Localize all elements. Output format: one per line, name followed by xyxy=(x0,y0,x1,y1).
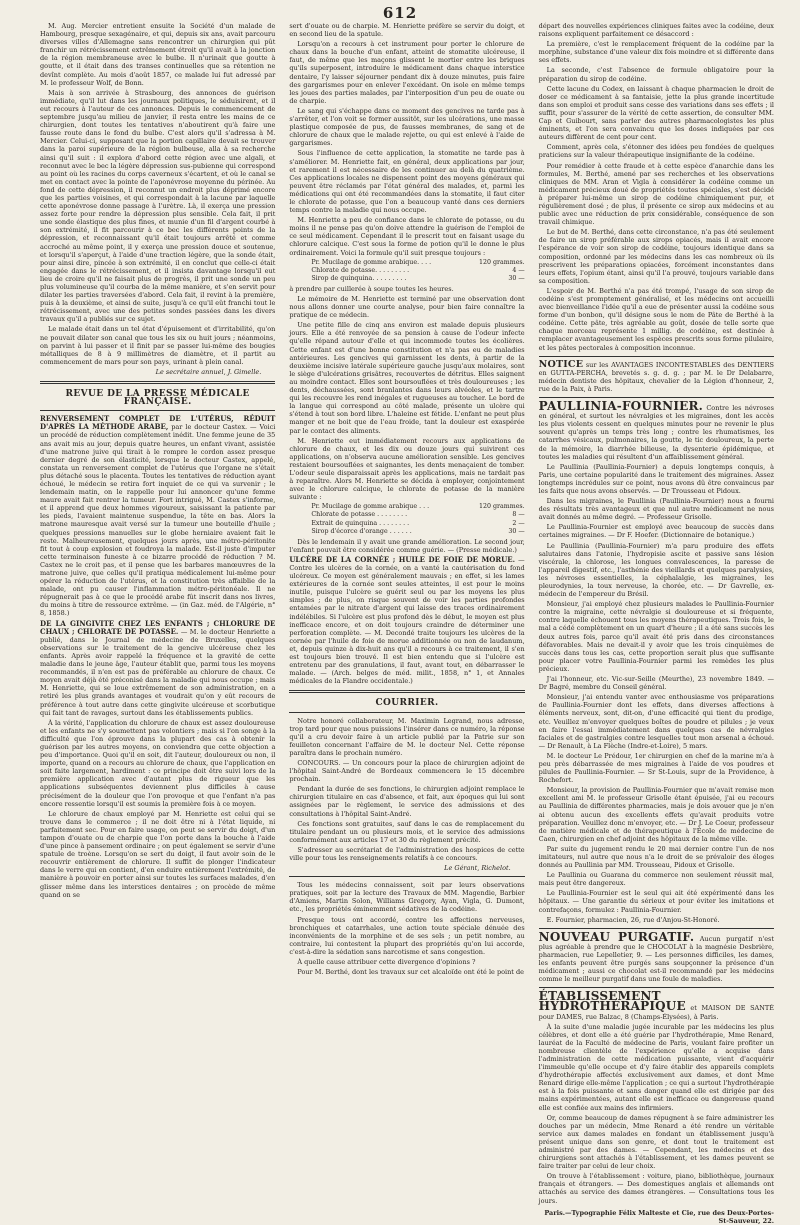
purgatif-advert: NOUVEAU PURGATIF. Aucun purgatif n'est plus agréable à prendre que le CHOCOLAT à la magnésie Desbrière, pharmacien, rue Lepelletier, 9. — Les personnes difficiles, les dames, les enfants peuvent être purgés sans soupçonner la présence d'un médicament ; aussi ce chocolat est-il recommandé par les médecins comme le meilleur purgatif dans une foule de maladies. xyxy=(538,929,774,984)
recipe-formula xyxy=(311,503,524,535)
advert-paragraph: À quelle cause attribuer cette divergence d'opinions ? xyxy=(297,958,476,967)
imprint: Paris.—Typographie Félix Malteste et Cie, rue des Deux-Portes-St-Sauveur, 22. xyxy=(544,1208,774,1225)
article-paragraph: sert d'ouate ou de charpie. M. Henriette préfère se servir du doigt, et en second lieu de la spatule. xyxy=(289,22,525,39)
advert-paragraph: J'ai l'honneur, etc. Vic-sur-Seille (Meurthe), 23 novembre 1849. — Dr Bagré, membre du Conseil général. xyxy=(538,675,774,692)
advert-paragraph: Le Paullinia (Paullinia-Fournier) m'a paru produire des effets salutaires dans l'atonie, l'hydropisie ascite et passive sans lésion viscérale, la chlorose, les longues convalescences, la paresse de l'appareil digestif, etc., l'asthénie des vieillards et quelques paralysies, les névroses essentielles, la céphalalgie, les migraines, les pleurodynies, la toux nerveuse, la chorée, etc. — Dr Gavrelle, ex-médecin de l'empereur du Brésil. xyxy=(538,541,774,599)
section-divider xyxy=(539,928,774,929)
notice-advert: NOTICE sur les AVANTAGES INCONTESTABLES des DENTIERS en GUTTA-PERCHA, brevetés s. g. d. g. ; par M. le Dr Delabarre, médecin dentiste des hôpitaux, chevalier de la Légion d'honneur, 2, rue de la Paix, à Paris. xyxy=(538,358,774,393)
article-paragraph: ULCÈRE DE LA CORNÉE ; HUILE DE FOIE DE MORUE. — Contre les ulcères de la cornée, on a vanté la cautérisation du fond ulcéreux. Ce moyen est généralement mauvais ; en effet, si les lames extérieures de la cornée sont seules atteintes, il est pour le moins inutile, puisque l'ulcère se guérit seul ou par les moyens les plus simples ; de plus, on risque souvent de voir les parties profondes entamées par le nitrate d'argent qui laisse des traces ordinairement indélébiles. Si l'ulcère est plus profond dès le début, le moyen est plus inefficace encore, et on doit toujours craindre de déterminer une perforation complète. — M. Decondé traite toujours les ulcères de la cornée par l'huile de foie de morue additionnée ou non de laudanum, et, depuis quinze à dix-huit ans qu'il a recours à ce traitement, il s'en est toujours bien trouvé. Il est bien entendu que si l'ulcère est entretenu par des granulations, il faut, avant tout, en débarrasser le malade. — (Arch. belges de méd. milit., 1858, n° 1, et Annales médicales de la Flandre occidentale.) xyxy=(289,554,525,686)
advert-paragraph: Dans les migraines, le Paullinia (Paullinia-Fournier) nous a fourni des résultats très avantageux et que nul autre médicament ne nous avait donnés au même degré. — Professeur Grisolle. xyxy=(538,497,774,522)
advert-paragraph: À la suite d'une maladie jugée incurable par les médecins les plus célèbres, et dont elle a été guérie par l'hydrothérapie, Mme Renard, lauréat de la Faculté de médecine de Paris, voulant faire profiter un nombreuse clientèle de l'expérience qu'elle a acquise dans l'administration de cette médication puissante, vient d'acquérir l'immeuble qu'elle occupe et d'y faire établir des appareils complets d'hydrothérapie affectés exclusivement aux dames, et dont Mme Renard dirige elle-même l'application ; ce qui a surtout l'hydrothérapie est à la fois puissante et sans danger quand elle est dirigée par des mains expérimentées, autant elle est inefficace ou dangereuse quand elle est confiée aux mains des infirmiers. xyxy=(538,1022,774,1112)
advert-paragraph: Monsieur, j'ai employé chez plusieurs malades le Paullinia-Fournier contre la migraine, cette névralgie si douloureuse et si fréquente, contre laquelle échouent tous les moyens thérapeutiques. Trois fois, le mal a cédé complètement en un quart d'heure ; il a été sans succès les deux autres fois, parce qu'il avait été pris dans des circonstances défavorables. Mais ne devait-il y avoir que les trois cinquièmes de succès dans tous les cas, cette proportion serait plus que suffisante pour placer votre Paullinia-Fournier parmi les remèdes les plus précieux. xyxy=(538,600,774,673)
section-title: REVUE DE LA PRESSE MÉDICALE FRANÇAISE. xyxy=(65,389,250,408)
advert-paragraph: Monsieur, j'ai entendu vanter avec enthousiasme vos préparations de Paullinia-Fournier dont les effets, dans diverses affections à éléments nerveux, sont, dit-on, d'une efficacité qui tient du prodige, etc. Veuillez m'envoyer quelques boîtes de poudre et pilules ; je veux en faire l'essai immédiatement dans quelques cas de névralgies faciales et de gastralgies contre lesquelles tout mon arsenal a échoué. — Dr Renault, à La Flèche (Indre-et-Loire), 5 mars. xyxy=(538,693,774,750)
courrier-paragraph: Ces fonctions sont gratuites, sauf dans le cas de remplacement du titulaire pendant un ou plusieurs mois, et le service des admissions conformément aux articles 17 et 30 du règlement précité. xyxy=(289,819,525,844)
courrier-paragraph: CONCOURS. — Un concours pour la place de chirurgien adjoint de l'hôpital Saint-André de Bordeaux commencera le 15 décembre prochain. xyxy=(289,758,525,784)
section-divider xyxy=(40,381,275,384)
notice-title: NOTICE xyxy=(538,358,584,370)
advert-paragraph: Pour M. Berthé, dont les travaux sur cet alcaloïde ont été le point de xyxy=(297,968,524,977)
advert-paragraph: Le Paullinia-Fournier est employé avec beaucoup de succès dans certaines migraines. — Dr F. Hoefer. (Dictionnaire de botanique.) xyxy=(538,523,774,540)
advert-paragraph: E. Fournier, pharmacien, 26, rue d'Anjou-St-Honoré. xyxy=(546,915,720,924)
intro-paragraph: Mais à son arrivée à Strasbourg, des annonces de guérison immédiate, qu'il lut dans les journaux politiques, le séduisirent, et il eut recours à l'auteur de ces annonces. Depuis le commencement de septembre jusqu'au milieu de janvier, il resta entre les mains de ce chirurgien, dont toutes les tentatives n'aboutirent qu'à faire une fausse route dans le fond du bulbe. C'est alors qu'il s'adressa à M. Mercier. Celui-ci, supposant que la portion capillaire devait se trouver dans la paroi supérieure de la région bulbeuse, alla à sa recherche ainsi qu'il suit : il explora d'abord cette région avec une algali, et reconnut avec le bec la légère dépression sus-pubienne qui correspond au point où les racines du corps caverneux s'écartent, et où le canal se met en contact avec la pointe de l'aponévrose moyenne du périnée. Au fond de cette dépression, il reconnut un endroit plus déprimé encore que les parties voisines, et qui correspondait à la lacune par laquelle cette aponévrose donne passage à l'urètre. Là, il exerça une pression assez forte pour rendre la dépression plus sensible. Cela fait, il prit une sonde élastique des plus fines, et munie d'un fil d'argent courbé à son extrémité, il fit parcourir à ce bec les différents points de la dépression, et reconnaissant qu'il était toujours arrêté et comme accroché au même point, il y exerça une pression douce et soutenue, et lorsqu'il s'aperçut, à l'aide d'une traction légère, que la sonde était, pour ainsi dire, pincée à son extrémité, il en conclut que celle-ci était engagée dans le rétrécissement, et il insista davantage lorsqu'il eut lieu de croire qu'il ne faisait plus de progrès, il prit une sonde un peu plus volumineuse qu'il courba de la même manière, et s'en servit pour dilater les parties traversées d'abord. Cela fait, il revint à la première, puis à la deuxième, et ainsi de suite, jusqu'à ce qu'il eût franchi tout le rétrécissement, avec une des petites sondes passées dans les divers travaux qu'il a publiés sur ce sujet. xyxy=(40,88,276,324)
section-divider xyxy=(289,712,524,713)
recipe-line: Pr. Mucilage de gomme arabique. . . . 120 grammes. xyxy=(311,258,525,266)
courrier-paragraph: Pendant la durée de ses fonctions, le chirurgien adjoint remplace le chirurgien titulaire en cas d'absence, et fait, aux époques qui lui sont assignées par le règlement, le service des admissions et des consultations à l'hôpital Saint-André. xyxy=(289,785,525,818)
advert-paragraph: Presque tous ont accordé, contre les affections nerveuses, bronchiques et catarrhales, une action toute spéciale dénuée des inconvénients de la morphine et de ses sels ; un petit nombre, au contraire, lui contestent la plupart des propriétés qu'on lui accorde, c'est-à-dire la sédation sans narcotisme et sans congestion. xyxy=(289,915,525,956)
article-paragraph: DE LA GINGIVITE CHEZ LES ENFANTS ; CHLORURE DE CHAUX ; CHLORATE DE POTASSE. — M. le docteur Henriette a publié, dans le Journal de médecine de Bruxelles, quelques observations sur le traitement de la gencive ulcéreuse chez les enfants. Après avoir rappelé la fréquence et la gravité de cette maladie dans le jeune âge, l'auteur établit que, parmi tous les moyens recommandés, il n'en est pas de préférable au chlorure de chaux. Ce moyen avait déjà été préconisé dans la maladie qui nous occupe ; mais M. Henriette, qui se loue extrêmement de son administration, en a retiré les plus grands avantages et voudrait qu'on y eût recours de préférence à tout autre dans cette gingivite ulcéreuse et scorbutique qui fait tant de ravages, surtout dans les établissements publics. xyxy=(40,618,276,717)
section-title: COURRIER. xyxy=(375,698,439,709)
etablissement-advert: ÉTABLISSEMENT HYDROTHÉRAPIQUE et MAISON DE SANTÉ pour DAMES, rue Balzac, 8 (Champs-Élysées), à Paris. xyxy=(538,989,774,1021)
advert-paragraph: Le but de M. Berthé, dans cette circonstance, n'a pas été seulement de faire un sirop préférable aux sirops opiacés, mais il avait encore l'espérance de voir son sirop de codéine, toujours identique dans sa composition, ordonné par les médecins dans les cas nombreux où ils prescrivent les préparations opiacées, forcément inconstantes dans leurs effets, l'opium étant, ainsi qu'il l'a prouvé, toujours variable dans sa composition. xyxy=(538,228,774,285)
article-paragraph: RENVERSEMENT COMPLET DE L'UTÉRUS, RÉDUIT D'APRÈS LA MÉTHODE ARABE, par le docteur Castex. — Voici un procédé de réduction complètement inédit. Une femme jeune de 35 ans avait mis au jour, depuis quatre heures, un enfant vivant, assistée d'une matrone juive qui tirait à le rompre le cordon assez presque dernier degré de son élasticité, lorsque le docteur Castex, appelé, constata un renversement complet de l'utérus que l'organe ne s'était plus détaché sous le placenta. Toutes les tentatives de réduction ayant échoué, le médecin se retira fort inquiet de ce qui va survenir ; le lendemain matin, on le rappelle pour lui annoncer qu'une femme maure avait fait rentrer la tumeur. Fort intrigué, M. Castex s'informe, et il apprend que deux hommes vigoureux, saisissant la patiente par les pieds, l'avaient maintenue suspendue, la tête en bas. Alors la matrone mauresque avait versé sur la tumeur une bouteille d'huile ; quelques pressions manuelles sur le globe herniaire avaient fait le reste. Malheureusement, quelques jours après, une métro-péritonite fit tout à coup explosion et foudroya la malade. Est-il juste d'imputer cette terminaison funeste à ce bizarre procédé de réduction ? M. Castex ne le croit pas, et il pense que les barbares manœuvres de la matrone juive, que celles qu'il pratiqua médicalement lui-même pour opérer la réduction de l'utérus, et la constitution très affaiblie de la malade, ont pu causer l'inflammation métro-péritonéale. Il ne répugnerait pas à ce que le procédé arabe fût inscrit dans nos livres, du moins à titre de ressource extrême. — (in Gaz. méd. de l'Algérie, n° 8, 1858.) xyxy=(40,414,276,618)
columns xyxy=(40,22,774,1225)
etablissement-title: ÉTABLISSEMENT HYDROTHÉRAPIQUE xyxy=(538,989,686,1014)
advert-paragraph: Le Paullinia-Fournier est le seul qui ait été expérimenté dans les hôpitaux. — Une garantie du sérieux et pour éviter les imitations et contrefaçons, formulez : Paullinia-Fournier. xyxy=(538,889,774,914)
intro-paragraph: Le malade était dans un tel état d'épuisement et d'irritabilité, qu'on ne pouvait dilater son canal que tous les six ou huit jours ; néanmoins, on parvint à lui passer et il finit par se passer lui-même des bougies métalliques de 8 à 9 millimètres de diamètre, et il partit au commencement de mars pour son pays, urinant à plein canal. xyxy=(40,325,276,366)
courrier-paragraph: Notre honoré collaborateur, M. Maximin Legrand, nous adresse, trop tard pour que nous puissions l'insérer dans ce numéro, la réponse qu'il a cru devoir faire à un article publié par la Patrie sur son feuilleton concernant l'affaire de M. le docteur Nel. Cette réponse paraîtra dans le prochain numéro. xyxy=(289,716,525,757)
section-divider xyxy=(40,410,275,411)
article-paragraph: à prendre par cuillerée à soupe toutes les heures. xyxy=(289,284,454,293)
article-paragraph: M. Henriette a peu de confiance dans le chlorate de potasse, ou du moins il ne pense pas qu'on doive attendre la guérison de l'emploi de ce seul médicament. Cependant il le prescrit tout en faisant usage du chlorure calcique. C'est sous la forme de potion qu'il le donne le plus ordinairement. Voici la formule qu'il suit presque toujours : xyxy=(289,216,525,257)
article-paragraph: Le chlorure de chaux employé par M. Henriette est celui qui se trouve dans le commerce ; il ne doit être ni à l'état liquide, ni parfaitement sec. Pour en faire usage, on peut se servir du doigt, d'un tampon d'ouate ou de charpie que l'on porte dans la bouche à l'aide d'une pince à pansement ordinaire ; on peut également se servir d'une spatule de troène. Lorsqu'on se sert du doigt, il faut avoir soin de le recouvrir entièrement de chlorure. Il suffit de plonger l'indicateur dans le verre qui en contient, d'en enduire entièrement l'extrémité, de manière à pouvoir en porter ainsi sur toutes les surfaces malades, d'en glisser même dans les interstices dentaires ; on procède de même quand on se xyxy=(40,809,276,899)
advert-paragraph: On trouve à l'établissement : voiture, piano, bibliothèque, journaux français et étrangers. — Des domestiques anglais et allemands ont attachés au service des dames étrangères. — Consultations tous les jours. xyxy=(538,1172,774,1205)
advert-paragraph: Pour remédier à cette fraude et à cette espèce d'anarchie dans les formules, M. Berthé, amené par ses recherches et les observations cliniques de MM. Aran et Vigla à considérer la codéine comme un médicament précieux doué de propriétés toutes spéciales, s'est décidé à préparer lui-même un sirop de codéine chimiquement pur, et régulièrement dosé ; de plus, il présente ce sirop aux médecins et au public avec une réduction de prix considérable, conséquence de son travail chimique. xyxy=(538,161,774,227)
courrier-paragraph: S'adresser au secrétariat de l'administration des hospices de cette ville pour tous les renseignements relatifs à ce concours. xyxy=(289,845,525,862)
advert-paragraph: M. le docteur Le Prédour, 1er chirurgien en chef de la marine m'a à peu près débarrassée de mes migraines à l'aide de vos poudres et pilules de Paullinia-Fournier. — Sr St-Louis, supr de la Providence, à Rochefort. xyxy=(538,751,774,785)
section-divider xyxy=(539,397,774,398)
recipe-formula xyxy=(311,259,524,283)
article-paragraph: À la vérité, l'application du chlorure de chaux est assez douloureuse et les enfants ne s'y soumettent pas volontiers ; mais si l'on songe à la difficulté que l'on éprouve dans la plupart des cas à obtenir la guérison par les autres moyens, on conviendra que cette objection a peu d'importance. Quoi qu'il en soit, dit l'auteur, douloureux ou non, il importe, quand on a recours au chlorure de chaux, que l'application en soit faite largement, hardiment : ce principe doit être suivi lors de la première application avec d'autant plus de rigueur que les applications subséquentes deviennent plus difficiles à cause précisément de la douleur que l'on provoque et que l'enfant n'a pas encore ressentie lorsqu'il est soumis la première fois à ce moyen. xyxy=(40,718,276,808)
section-divider xyxy=(539,356,774,357)
advert-paragraph: La première, c'est le remplacement fréquent de la codéine par la morphine, substance d'une valeur dix fois moindre et si différente dans ses effets. xyxy=(538,40,774,65)
advert-paragraph: Le Paullinia ou Guarana du commerce non seulement réussit mal, mais peut être dangereux. xyxy=(538,871,774,888)
gerant-signature: Le Gérant, Richelot. xyxy=(444,864,511,873)
advert-paragraph: départ des nouvelles expériences cliniques faites avec la codéine, deux raisons expliquent parfaitement ce désaccord : xyxy=(538,22,774,39)
column-3 xyxy=(538,22,774,1225)
advert-paragraph: Or, comme beaucoup de dames répugnent à se faire administrer les douches par un médecin, Mme Renard a été rendre un véritable service aux dames malades en fondant un établissement jusqu'à présent unique dans son genre, et dont tout le traitement est administré par des dames. — Cependant, les médecins et des chirurgiens sont attachés à l'établissement, et les dames peuvent se faire traiter par celui de leur choix. xyxy=(538,1113,774,1171)
advert-paragraph: L'espoir de M. Berthé n'a pas été trompé, l'usage de son sirop de codéine s'est promptement généralisé, et les médecins ont accueilli avec bienveillance l'idée qu'il a eue de présenter aussi la codéine sous forme d'un bonbon, qu'il désigne sous le nom de Pâte de Berthé à la codéine. Cette pâte, très agréable au goût, dosée de telle sorte que chaque morceau représente 1 millig. de codéine, est destinée à remplacer avantageusement les espèces prescrits sous forme pilulaire, et les pâtes pectorales à composition inconnue. xyxy=(538,286,774,352)
purgatif-title: NOUVEAU PURGATIF. xyxy=(538,929,695,944)
intro-paragraph: M. Aug. Mercier entretient ensuite la Société d'un malade de Hambourg, presque sexagénaire, et qui, depuis six ans, avait parcouru diverses villes d'Allemagne sans rencontrer un chirurgien qui pût franchir un rétrécissement extrêmement étroit qu'il avait à la jonction de la région membraneuse avec le bulbe. Il n'urinait que goutte à goutte, et il était dans des transes continuelles que sa rétention ne devînt complète. Au mois d'août 1857, ce malade lui fut adressé par M. le professeur Wolf, de Bonn. xyxy=(40,22,276,87)
recipe-line: Extrait de quinquina . . . . . . . . 2 — xyxy=(311,519,525,527)
section-divider xyxy=(289,876,524,877)
recipe-line: Sirop de quinquina. . . . . . . . . 30 — xyxy=(311,274,525,282)
article-paragraph: Une petite fille de cinq ans environ est malade depuis plusieurs jours. Elle a été renvoyée de sa pension à cause de l'odeur infecte qu'elle répand autour d'elle et qui incommode toutes les écolières. Cette enfant est d'une bonne constitution et n'a pas eu de maladies antérieures. Les gencives qui garnissent les dents, à partir de la deuxième incisive latérale supérieure gauche jusqu'aux molaires, sont le siège d'ulcérations grisâtres, recouvertes de détritus. Elles saignent au moindre contact. Elles sont boursouflées et très douloureuses ; les dents, déchaussées, sont branlantes dans leurs alvéoles, et le tartre qui les recouvre les rend inégales et rugueuses au toucher. Le bord de la langue qui correspond au côté malade, présente un ulcère qui s'étend à tout son bord libre. L'haleine est fétide. L'enfant ne peut plus manger et ne boit que de l'eau froide, tant la douleur est exaspérée par le contact des aliments. xyxy=(289,321,525,435)
article-paragraph: Dès le lendemain il y avait une grande amélioration. Le second jour, l'enfant pouvait être considérée comme guérie. — (Presse médicale.) xyxy=(289,537,525,554)
column-1 xyxy=(40,22,275,1092)
page-number: 612 xyxy=(382,4,418,22)
article-paragraph: Lorsqu'on a recours à cet instrument pour porter le chlorure de chaux dans la bouche d'un enfant, atteint de stomatite ulcéreuse, il faut, de même que les maçons glissent le mortier entre les briques qu'ils superposent, introduire le médicament dans chaque interstice dentaire, l'y laisser séjourner pendant dix à douze minutes, puis faire des gargarismes pour en enlever l'excédant. On isole en même temps les joues des parties malades, par l'interposition d'un peu de ouate ou de charpie. xyxy=(289,40,525,105)
advert-paragraph: Monsieur, la provision de Paullinia-Fournier que m'avait remise mon excellent ami M. le professeur Grisolle étant épuisée, j'ai eu recours au Paullinia de différentes pharmacies, mais je dois avouer que je n'en ai obtenu aucun des excellents effets qu'avait produits votre préparation. Veuillez donc m'envoyer, etc. — Dr J. Le Coeur, professeur de matière médicale et de thérapeutique à l'École de médecine de Caen, chirurgien en chef adjoint des hôpitaux de la même ville. xyxy=(538,786,774,843)
paullinia-advert: PAULLINIA-FOURNIER. Contre les névroses en général, et surtout les névralgies et les migraines, dont les accès les plus violents cessent en quelques minutes pour ne revenir le plus souvent qu'après un temps très long ; contre les rhumatismes, les catarrhes vésicaux, pulmonaires, la goutte, le tic douloureux, la perte de la mémoire, la diarrhée bilieuse, la dysenterie épidémique, et toutes les maladies qui résultent d'un affaiblissement général. xyxy=(538,399,774,461)
article-paragraph: Sous l'influence de cette application, la stomatite ne tarde pas à s'améliorer. M. Henriette fait, en général, deux applications par jour, et rarement il est nécessaire de les continuer au delà du quatrième. Ces applications locales ne dispensent point des moyens généraux qui peuvent être réclamés par l'état général des malades, et, parmi les médications qui ont été recommandées dans la stomatite, il faut citer le chlorate de potasse, que l'on a beaucoup vanté dans ces derniers temps contre la maladie qui nous occupe. xyxy=(289,149,525,215)
recipe-line: Pr. Mucilage de gomme arabique . . . 120 grammes. xyxy=(311,503,525,511)
article-paragraph: Le mémoire de M. Henriette est terminé par une observation dont nous allons donner une courte analyse, pour bien faire connaître la pratique de ce médecin. xyxy=(289,295,525,320)
advert-paragraph: Cette lacune du Codex, en laissant à chaque pharmacien le droit de doser ce médicament à sa fantaisie, jette la plus grande incertitude dans son emploi et produit sans cesse des variations dans ses effets ; il suffit, pour s'assurer de la vérité de cette assertion, de consulter MM. Cap et Guibourt, sans parler des autres pharmacologistes les plus éminents, et l'on sera convaincu que les doses indiquées par ces auteurs diffèrent de cent pour cent. xyxy=(538,84,774,142)
advert-paragraph: Le Paullinia (Paullinia-Fournier) a depuis longtemps conquis, à Paris, une certaine popularité dans le traitement des migraines. Assez longtemps incrédules sur ce point, nous avons dû être convaincus par les faits que nous avons observés. — Dr Trousseau et Pidoux. xyxy=(538,462,774,495)
article-heading: RENVERSEMENT COMPLET DE L'UTÉRUS, RÉDUIT D'APRÈS LA MÉTHODE ARABE, xyxy=(40,414,276,432)
article-paragraph: Le sang qui s'échappe dans ce moment des gencives ne tarde pas à s'arrêter, et l'on voit se former aussitôt, sur les ulcérations, une masse plastique composée de pus, de fausses membranes, de sang et de chlorure de chaux que le malade rejette, ou qui est enlevé à l'aide de gargarismes. xyxy=(289,106,525,148)
advert-paragraph: Comment, après cela, s'étonner des idées peu fondées de quelques praticiens sur la valeur thérapeutique insignifiante de la codéine. xyxy=(538,143,774,160)
recipe-line: Sirop d'écorce d'orange . . . . . . 30 — xyxy=(311,527,525,535)
article-heading: DE LA GINGIVITE CHEZ LES ENFANTS ; CHLORURE DE CHAUX ; CHLORATE DE POTASSE. xyxy=(40,618,276,636)
advert-paragraph: La seconde, c'est l'absence de formule obligatoire pour la préparation du sirop de codéine. xyxy=(538,66,774,83)
intro-signature: Le secrétaire annuel, J. Gimelle. xyxy=(155,367,262,376)
advert-paragraph: Par suite du jugement rendu le 20 mai dernier contre l'un de nos imitateurs, nul autre que nous n'a le droit de se prévaloir des éloges donnés au Paullinia par MM. Trousseau, Pidoux et Grisolle. xyxy=(538,844,774,870)
recipe-line: Chlorate de potasse . . . . . . . . 8 — xyxy=(311,511,525,519)
section-divider xyxy=(289,690,524,693)
column-2 xyxy=(289,22,524,1092)
advert-paragraph: Tous les médecins connaissent, soit par leurs observations pratiques, soit par la lecture des Travaux de MM. Magendie, Barbier d'Amiens, Martin Solon, Williams Gregory, Ayan, Vigla, G. Dumont, etc., les propriétés éminemment sédatives de la codéine. xyxy=(289,881,525,914)
article-paragraph: M. Henriette eut immédiatement recours aux applications de chlorure de chaux, et les dix ou douze jours qui suivirent ces applications, on n'observa aucune amélioration sensible. Les gencives restaient boursouflées et saignantes, les dents menaçaient de tomber. L'odeur seule disparaissait après les applications, mais ne tardait pas à reparaître. Alors M. Henriette se décida à employer, conjointement avec le chlorure calcique, le chlorate de potasse de la manière suivante : xyxy=(289,436,525,502)
recipe-line: Chlorate de potasse. . . . . . . . . 4 — xyxy=(311,266,525,274)
paullinia-title: PAULLINIA-FOURNIER. xyxy=(538,399,704,414)
article-heading: ULCÈRE DE LA CORNÉE ; HUILE DE FOIE DE MORUE. xyxy=(289,554,516,564)
